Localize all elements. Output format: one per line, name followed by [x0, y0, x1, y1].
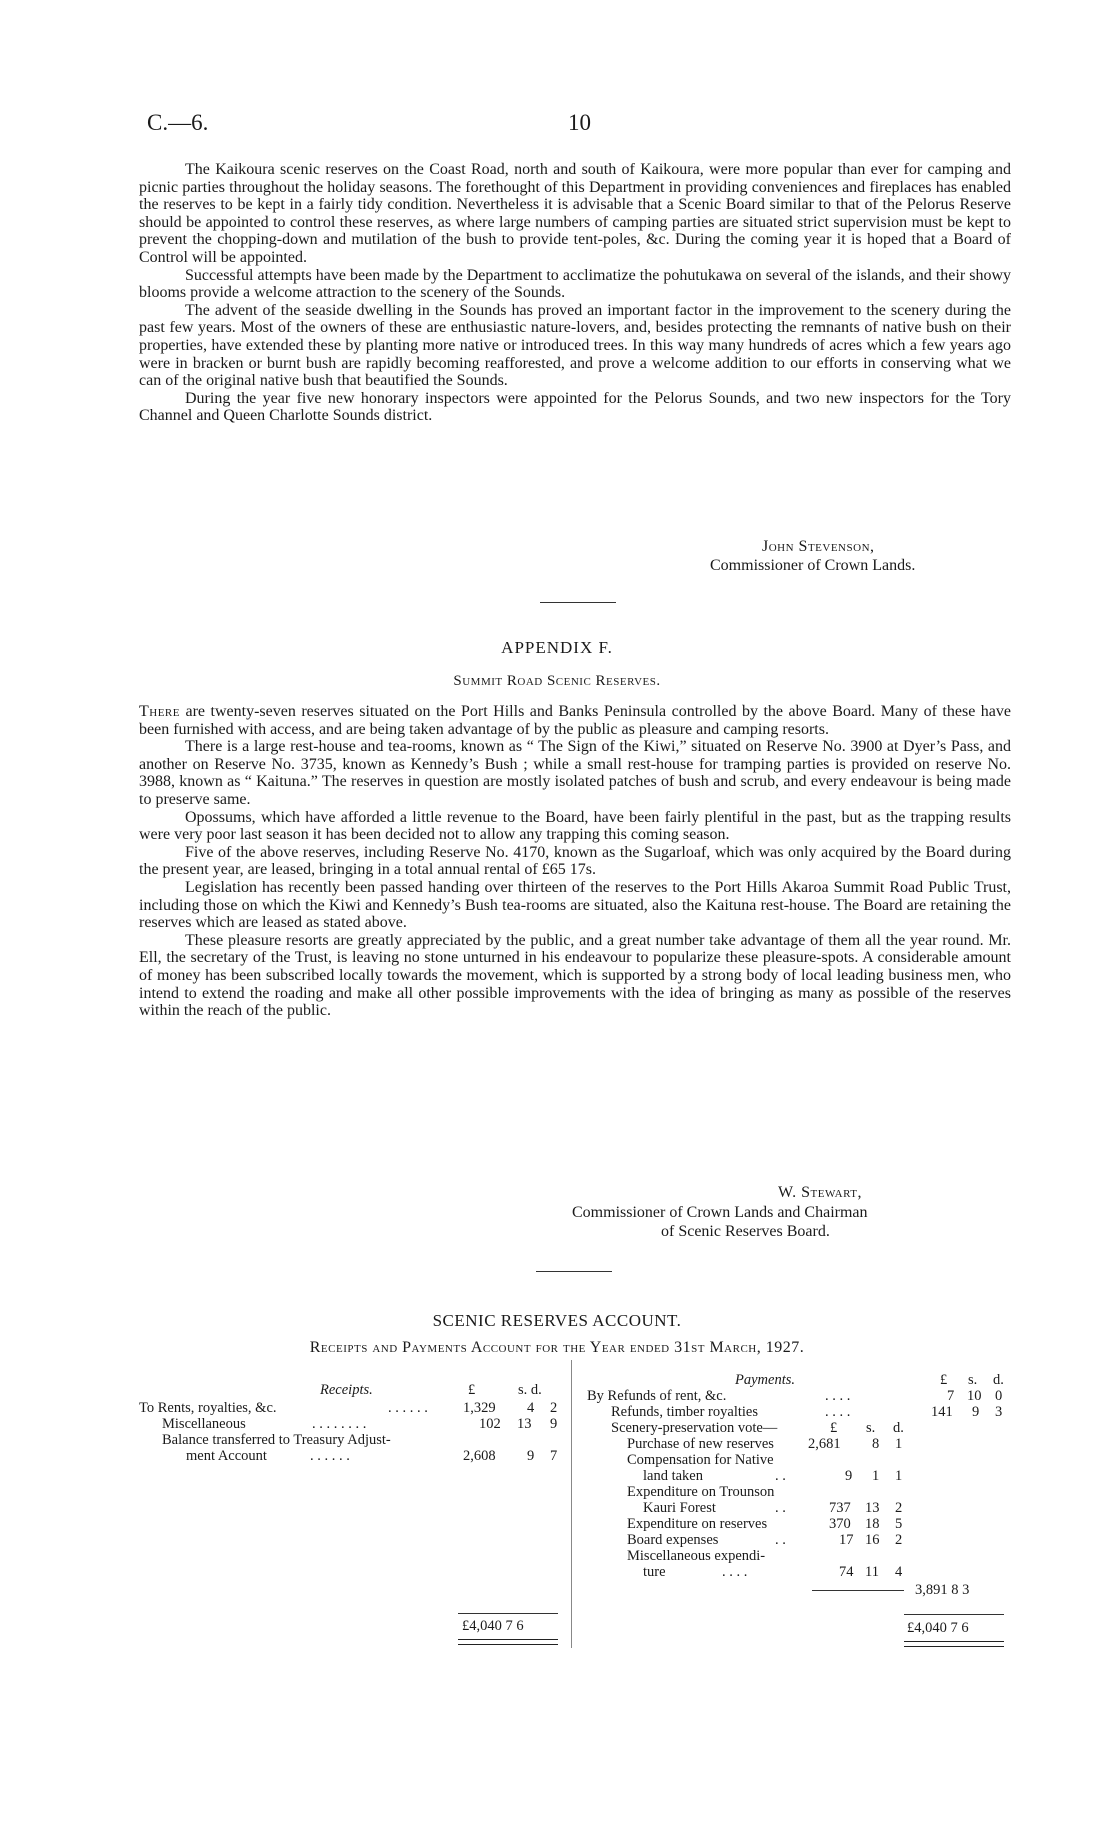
row-label: Compensation for Native	[627, 1452, 774, 1468]
column-header-shillings: s.	[968, 1372, 978, 1388]
column-header-pounds: £	[468, 1382, 476, 1398]
amount-pounds: 370	[829, 1516, 851, 1532]
signature-title: of Scenic Reserves Board.	[661, 1223, 830, 1240]
row-label: land taken	[643, 1468, 703, 1484]
total-rule	[458, 1613, 558, 1614]
amount-pence: 2	[895, 1500, 903, 1516]
paragraph: Five of the above reserves, including Reserve No. 4170, known as the Sugarloaf, which was only acquired by the Board during the present year, are leased, bringing in a total annual rental of £65 17s.	[139, 843, 1011, 879]
leader-dots: . . . .	[825, 1388, 851, 1404]
amount-pounds: 74	[839, 1564, 854, 1580]
amount-pounds: 141	[931, 1404, 953, 1420]
amount-shillings: 9	[972, 1404, 980, 1420]
row-label: To Rents, royalties, &c.	[139, 1400, 277, 1416]
row-label: Expenditure on Trounson	[627, 1484, 775, 1500]
amount-shillings: 1	[872, 1468, 880, 1484]
amount-shillings: 13	[517, 1416, 532, 1432]
signature-name: W. Stewart,	[778, 1184, 862, 1201]
row-label: ment Account	[186, 1448, 267, 1464]
signature-title: Commissioner of Crown Lands.	[710, 557, 916, 574]
amount-pounds: 737	[829, 1500, 851, 1516]
signature-title: Commissioner of Crown Lands and Chairman	[572, 1204, 868, 1221]
appendix-subtitle: Summit Road Scenic Reserves.	[453, 673, 661, 689]
amount-pounds: 17	[839, 1532, 854, 1548]
amount-pounds: 2,681	[808, 1436, 841, 1452]
amount-shillings: 10	[967, 1388, 982, 1404]
paragraph: The Kaikoura scenic reserves on the Coast Road, north and south of Kaikoura, were more popular than ever for camping and picnic parties throughout the holiday seasons. The forethought of this Department in providing conveniences and fireplaces has enabled the reserves to be kept in a fairly tidy condition. Nevertheless it is advisable that a Scenic Board similar to that of the Pelorus Reserve should be appointed to control these reserves, as where large numbers of camping parties are situated strict supervision must be kept to prevent the chopping-down and mutilation of the bush to provide tent-poles, &c. During the coming year it is hoped that a Board of Control will be appointed.	[139, 161, 1011, 266]
account-title: SCENIC RESERVES ACCOUNT.	[432, 1311, 682, 1330]
intro-section	[139, 161, 1011, 425]
amount-pence: 0	[995, 1388, 1003, 1404]
paragraph: These pleasure resorts are greatly appreciated by the public, and a great number take advantage of them all the year round. Mr. Ell, the secretary of the Trust, is leaving no stone unturned in his endeavour to popularize these pleasure-spots. A considerable amount of money has been subscribed locally towards the movement, which is supported by a strong body of local leading business men, who intend to extend the roading and make all other possible improvements with the idea of bringing as many as possible of the reserves within the reach of the public.	[139, 931, 1011, 1020]
page-number: 10	[568, 110, 591, 135]
paragraph: The advent of the seaside dwelling in the Sounds has proved an important factor in the improvement to the scenery during the past few years. Most of the owners of these are enthusiastic nature-lovers, and, besides protecting the remnants of native bush on their properties, have extended these by planting more native or introduced trees. In this way many hundreds of acres which a few years ago were in bracken or burnt bush are rapidly becoming reafforested, and prove a welcome addition to our efforts in conserving what we can of the original native bush that beautified the Sounds.	[139, 301, 1011, 390]
amount-pence: 5	[895, 1516, 903, 1532]
subcolumn-header-pounds: £	[830, 1420, 838, 1436]
row-label: Refunds, timber royalties	[611, 1404, 758, 1420]
column-header-pence: d.	[993, 1372, 1004, 1388]
section-divider	[540, 602, 616, 603]
amount-pence: 7	[550, 1448, 558, 1464]
row-label: Expenditure on reserves	[627, 1516, 768, 1532]
column-header-pounds: £	[940, 1372, 948, 1388]
amount-pounds: 102	[479, 1416, 501, 1432]
subcolumn-header-pence: d.	[893, 1420, 904, 1436]
leader-dots: . .	[775, 1500, 786, 1516]
row-label: Kauri Forest	[643, 1500, 716, 1516]
paragraph	[139, 703, 1011, 738]
amount-shillings: 13	[865, 1500, 880, 1516]
leader-dots: . . . . . .	[310, 1448, 350, 1464]
subtotal-rule	[812, 1590, 904, 1591]
row-label: Miscellaneous expendi-	[627, 1548, 766, 1564]
paragraph: Successful attempts have been made by the Department to acclimatize the pohutukawa on several of the islands, and their showy blooms provide a welcome attraction to the scenery of the Sounds.	[139, 266, 1011, 302]
amount-pounds: 2,608	[463, 1448, 496, 1464]
amount-pence: 2	[895, 1532, 903, 1548]
amount-pounds: 1,329	[463, 1400, 496, 1416]
amount-shillings: 11	[865, 1564, 879, 1580]
leader-dots: . .	[775, 1468, 786, 1484]
document-reference: C.—6.	[147, 110, 209, 135]
row-label: Purchase of new reserves	[627, 1436, 774, 1452]
paragraph: During the year five new honorary inspectors were appointed for the Pelorus Sounds, and two new inspectors for the Tory Channel and Queen Charlotte Sounds district.	[139, 389, 1011, 425]
row-label: By Refunds of rent, &c.	[587, 1388, 727, 1404]
row-label: ture	[643, 1564, 666, 1580]
column-divider	[571, 1360, 572, 1648]
amount-pence: 4	[895, 1564, 903, 1580]
amount-pounds: 7	[947, 1388, 955, 1404]
row-label: Scenery-preservation vote—	[611, 1420, 778, 1436]
signature-name: John Stevenson,	[762, 538, 875, 555]
appendix-section	[139, 703, 1011, 1020]
total-double-rule	[904, 1641, 1004, 1647]
leader-dots: . . . .	[722, 1564, 748, 1580]
account-subtitle: Receipts and Payments Account for the Year ended 31st March, 1927.	[309, 1339, 805, 1356]
appendix-title: APPENDIX F.	[501, 638, 613, 657]
leader-dots: . . . . . . . .	[312, 1416, 367, 1432]
amount-pence: 2	[550, 1400, 558, 1416]
subcolumn-header-shillings: s.	[866, 1420, 876, 1436]
amount-shillings: 8	[872, 1436, 880, 1452]
receipts-total: £4,040 7 6	[462, 1618, 524, 1634]
amount-pence: 3	[995, 1404, 1003, 1420]
total-rule	[904, 1614, 1004, 1615]
amount-shillings: 18	[865, 1516, 880, 1532]
row-label: Balance transferred to Treasury Adjust-	[162, 1432, 391, 1448]
column-header-sd: s. d.	[518, 1382, 542, 1398]
total-double-rule	[458, 1639, 558, 1645]
first-word: There	[139, 703, 180, 720]
paragraph: Legislation has recently been passed handing over thirteen of the reserves to the Port Hills Akaroa Summit Road Public Trust, including those on which the Kiwi and Kennedy’s Bush tea-rooms are situated, also the Kaituna rest-house. The Board are retaining the reserves which are leased as stated above.	[139, 878, 1011, 932]
amount-shillings: 16	[865, 1532, 880, 1548]
payments-heading: Payments.	[735, 1372, 795, 1388]
amount-pence: 1	[895, 1468, 903, 1484]
row-label: Miscellaneous	[162, 1416, 246, 1432]
vote-total: 3,891 8 3	[915, 1582, 970, 1598]
receipts-heading: Receipts.	[320, 1382, 373, 1398]
amount-pounds: 9	[845, 1468, 853, 1484]
amount-pence: 9	[550, 1416, 558, 1432]
first-paragraph-text: are twenty-seven reserves situated on the Port Hills and Banks Peninsula controlled by the above Board. Many of these have been furnished with access, and are being taken advantage of by the public as pleasure and camping resorts.	[139, 703, 1011, 738]
leader-dots: . .	[775, 1532, 786, 1548]
paragraph: There is a large rest-house and tea-rooms, known as “ The Sign of the Kiwi,” situated on Reserve No. 3900 at Dyer’s Pass, and another on Reserve No. 3735, known as Kennedy’s Bush ; while a small rest-house for tramping parties is provided on reserve No. 3988, known as “ Kaituna.” The reserves in question are mostly isolated patches of bush and scrub, and every endeavour is being made to preserve same.	[139, 738, 1011, 808]
amount-shillings: 9	[527, 1448, 535, 1464]
payments-total: £4,040 7 6	[907, 1620, 969, 1636]
amount-shillings: 4	[527, 1400, 535, 1416]
paragraph: Opossums, which have afforded a little revenue to the Board, have been fairly plentiful in the past, but as the trapping results were very poor last season it has been decided not to allow any trapping this coming season.	[139, 808, 1011, 844]
leader-dots: . . . .	[825, 1404, 851, 1420]
leader-dots: . . . . . .	[388, 1400, 428, 1416]
amount-pence: 1	[895, 1436, 903, 1452]
section-divider	[536, 1271, 612, 1272]
row-label: Board expenses	[627, 1532, 719, 1548]
